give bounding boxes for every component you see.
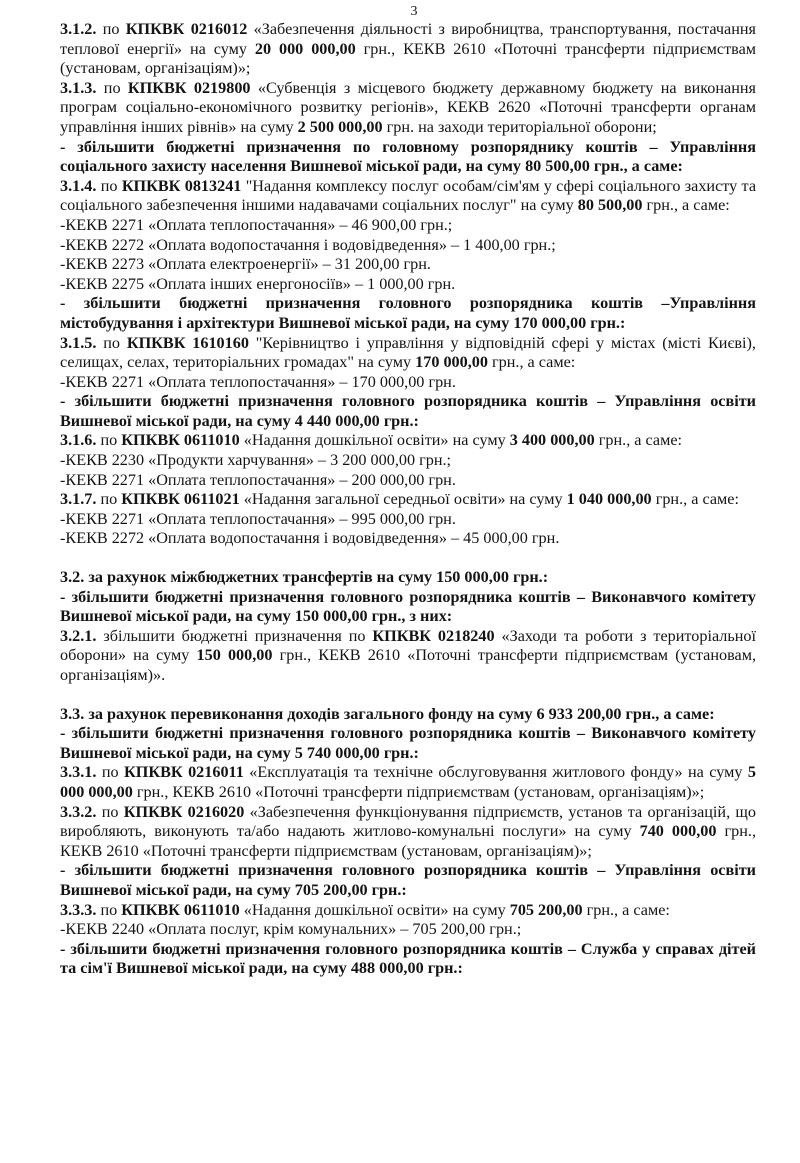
text-run: «Забезпечення функціонування підприємств, установ та організацій, що виробляють, виконують та/або надають житлово-комунальні послуги» на суму bbox=[60, 802, 756, 841]
bold-text: - збільшити бюджетні призначення головного розпорядника коштів – Служба у справах дітей та сім'ї Вишневої міської ради, на суму 488 000,00 грн.: bbox=[60, 939, 756, 978]
paragraph-spacer bbox=[60, 686, 756, 705]
bold-text: - збільшити бюджетні призначення головного розпорядника коштів – Управління освіти Вишневої міської ради, на суму 4 440 000,00 грн.: bbox=[60, 392, 756, 430]
bold-text: 170 000,00 bbox=[415, 353, 488, 372]
bold-text: - збільшити бюджетні призначення по головному розпоряднику коштів – Управління соціального захисту населення Вишневої міської ради, на суму 80 500,00 грн., а саме: bbox=[60, 137, 756, 176]
paragraph bbox=[60, 705, 756, 725]
paragraph bbox=[60, 20, 756, 79]
text-run: по bbox=[96, 763, 125, 782]
paragraph bbox=[60, 490, 756, 510]
paragraph bbox=[60, 431, 756, 451]
bold-text: КПКВК 0216012 bbox=[125, 20, 248, 38]
bold-text: КПКВК 0611021 bbox=[121, 490, 240, 509]
text-run: грн., КЕКВ 2610 «Поточні трансферти підприємствам (установам, організаціям)»; bbox=[60, 39, 756, 78]
text-run: грн., КЕКВ 2610 «Поточні трансферти підприємствам (установам, організаціям)»; bbox=[132, 782, 705, 801]
text-run: грн. на заходи територіальної оборони; bbox=[382, 117, 657, 136]
text-run: грн., КЕКВ 2610 «Поточні трансферти підприємствам (установам, організаціям)»; bbox=[60, 822, 756, 860]
bold-text: 2 500 000,00 bbox=[297, 117, 383, 136]
paragraph bbox=[60, 724, 756, 763]
text-run: грн., а саме: bbox=[642, 196, 730, 215]
page-number: 3 bbox=[410, 4, 418, 19]
list-line bbox=[60, 236, 756, 256]
text-run: грн., а саме: bbox=[651, 490, 739, 509]
paragraph bbox=[60, 901, 756, 921]
bold-text: КПКВК 0216020 bbox=[123, 802, 245, 821]
paragraph bbox=[60, 79, 756, 138]
text-run: -КЕКВ 2271 «Оплата теплопостачання» – 170 000,00 грн. bbox=[60, 372, 456, 391]
paragraph bbox=[60, 334, 756, 373]
bold-text: КПКВК 0219800 bbox=[127, 78, 251, 97]
bold-text: 3.1.6. bbox=[60, 431, 97, 450]
list-line bbox=[60, 920, 756, 940]
bold-text: 3.3.1. bbox=[60, 763, 97, 782]
text-run: -КЕКВ 2230 «Продукти харчування» – 3 200 000,00 грн.; bbox=[60, 451, 452, 470]
paragraph bbox=[60, 177, 756, 216]
text-run: -КЕКВ 2272 «Оплата водопостачання і водовідведення» – 1 400,00 грн.; bbox=[60, 235, 556, 254]
text-run: по bbox=[96, 20, 126, 38]
paragraph bbox=[60, 568, 756, 588]
bold-text: - збільшити бюджетні призначення головного розпорядника коштів – Виконавчого комітету Вишневої міської ради, на суму 150 000,00 грн., з них: bbox=[60, 587, 756, 626]
text-run: -КЕКВ 2240 «Оплата послуг, крім комунальних» – 705 200,00 грн.; bbox=[60, 920, 522, 939]
list-line bbox=[60, 275, 756, 295]
text-run: по bbox=[96, 333, 127, 352]
bold-text: 3.1.3. bbox=[60, 78, 97, 97]
text-run: грн., а саме: bbox=[582, 900, 670, 919]
text-run: по bbox=[96, 176, 122, 195]
bold-text: 3.2. за рахунок міжбюджетних трансфертів на суму 150 000,00 грн.: bbox=[60, 568, 549, 587]
paragraph bbox=[60, 294, 756, 333]
bold-text: 80 500,00 bbox=[577, 196, 643, 215]
bold-text: - збільшити бюджетні призначення головного розпорядника коштів – Виконавчого комітету Вишневої міської ради, на суму 5 740 000,00 грн.: bbox=[60, 724, 756, 762]
text-run: «Субвенція з місцевого бюджету державному бюджету на виконання програм соціально-економічного розвитку регіонів», КЕКВ 2620 «Поточні трансферти органам управління інших рівнів» на суму bbox=[60, 78, 756, 136]
text-run: по bbox=[96, 78, 128, 97]
bold-text: 705 200,00 bbox=[509, 900, 583, 919]
list-line bbox=[60, 471, 756, 491]
paragraph bbox=[60, 392, 756, 431]
bold-text: 3.3. за рахунок перевиконання доходів загального фонду на суму 6 933 200,00 грн., а саме: bbox=[60, 704, 715, 723]
bold-text: 3.1.5. bbox=[60, 333, 97, 352]
list-line bbox=[60, 451, 756, 471]
document-body bbox=[60, 20, 756, 979]
bold-text: - збільшити бюджетні призначення головного розпорядника коштів – Управління освіти Вишневої міської ради, на суму 705 200,00 грн.: bbox=[60, 861, 756, 899]
paragraph-spacer bbox=[60, 549, 756, 568]
bold-text: КПКВК 1610160 bbox=[126, 333, 249, 352]
bold-text: 3 400 000,00 bbox=[509, 431, 595, 450]
paragraph bbox=[60, 861, 756, 900]
text-run: -КЕКВ 2271 «Оплата теплопостачання» – 200 000,00 грн. bbox=[60, 470, 456, 489]
text-run: «Забезпечення діяльності з виробництва, транспортування, постачання теплової енергії» на суму bbox=[60, 20, 756, 58]
bold-text: 3.3.3. bbox=[60, 900, 97, 919]
text-run: -КЕКВ 2271 «Оплата теплопостачання» – 46 900,00 грн.; bbox=[60, 215, 453, 234]
bold-text: 20 000 000,00 bbox=[254, 39, 356, 58]
text-run: «Експлуатація та технічне обслуговування житлового фонду» на суму bbox=[243, 763, 748, 782]
text-run: грн., а саме: bbox=[487, 353, 576, 372]
bold-text: КПКВК 0218240 bbox=[372, 626, 495, 645]
text-run: -КЕКВ 2275 «Оплата інших енергоносіїв» – 1 000,00 грн. bbox=[60, 274, 456, 293]
text-run: -КЕКВ 2271 «Оплата теплопостачання» – 995 000,00 грн. bbox=[60, 509, 456, 528]
paragraph bbox=[60, 940, 756, 979]
text-run: по bbox=[96, 802, 124, 821]
text-run: по bbox=[96, 490, 122, 509]
list-line bbox=[60, 255, 756, 275]
text-run: "Надання комплексу послуг особам/сім'ям у сфері соціального захисту та соціального забезпечення іншими надавачами соціальних послуг" на суму bbox=[60, 176, 756, 215]
list-line bbox=[60, 373, 756, 393]
bold-text: 5 000 000,00 bbox=[60, 763, 756, 801]
bold-text: 3.1.2. bbox=[60, 20, 97, 38]
bold-text: 1 040 000,00 bbox=[566, 490, 652, 509]
text-run: «Заходи та роботи з територіальної оборони» на суму bbox=[60, 626, 756, 665]
paragraph bbox=[60, 138, 756, 177]
paragraph bbox=[60, 803, 756, 862]
paragraph bbox=[60, 627, 756, 686]
bold-text: КПКВК 0216011 bbox=[124, 763, 244, 782]
text-run: по bbox=[96, 431, 122, 450]
text-run: «Надання загальної середньої освіти» на суму bbox=[239, 490, 567, 509]
bold-text: 3.1.4. bbox=[60, 176, 97, 195]
text-run: «Надання дошкільної освіти» на суму bbox=[239, 431, 510, 450]
list-line bbox=[60, 510, 756, 530]
text-run: "Керівництво і управління у відповідній сфері у містах (місті Києві), селищах, селах, територіальних громадах" на суму bbox=[60, 333, 756, 372]
text-run: -КЕКВ 2272 «Оплата водопостачання і водовідведення» – 45 000,00 грн. bbox=[60, 529, 560, 548]
bold-text: 3.1.7. bbox=[60, 490, 97, 509]
bold-text: - збільшити бюджетні призначення головного розпорядника коштів –Управління містобудування і архітектури Вишневої міської ради, на суму 170 000,00 грн.: bbox=[60, 294, 756, 332]
paragraph bbox=[60, 588, 756, 627]
bold-text: 3.2.1. bbox=[60, 626, 97, 645]
paragraph bbox=[60, 763, 756, 802]
text-run: збільшити бюджетні призначення по bbox=[96, 626, 373, 645]
bold-text: 150 000,00 bbox=[196, 646, 273, 665]
bold-text: КПКВК 0611010 bbox=[121, 431, 240, 450]
bold-text: 3.3.2. bbox=[60, 802, 97, 821]
bold-text: КПКВК 0611010 bbox=[121, 900, 240, 919]
text-run: «Надання дошкільної освіти» на суму bbox=[239, 900, 510, 919]
bold-text: 740 000,00 bbox=[639, 822, 717, 841]
text-run: грн., КЕКВ 2610 «Поточні трансферти підприємствам (установам, організаціям)». bbox=[60, 646, 756, 684]
list-line bbox=[60, 216, 756, 236]
text-run: по bbox=[96, 900, 122, 919]
list-line bbox=[60, 529, 756, 549]
bold-text: КПКВК 0813241 bbox=[121, 176, 242, 195]
text-run: -КЕКВ 2273 «Оплата електроенергії» – 31 200,00 грн. bbox=[60, 255, 431, 274]
text-run: грн., а саме: bbox=[594, 431, 683, 450]
